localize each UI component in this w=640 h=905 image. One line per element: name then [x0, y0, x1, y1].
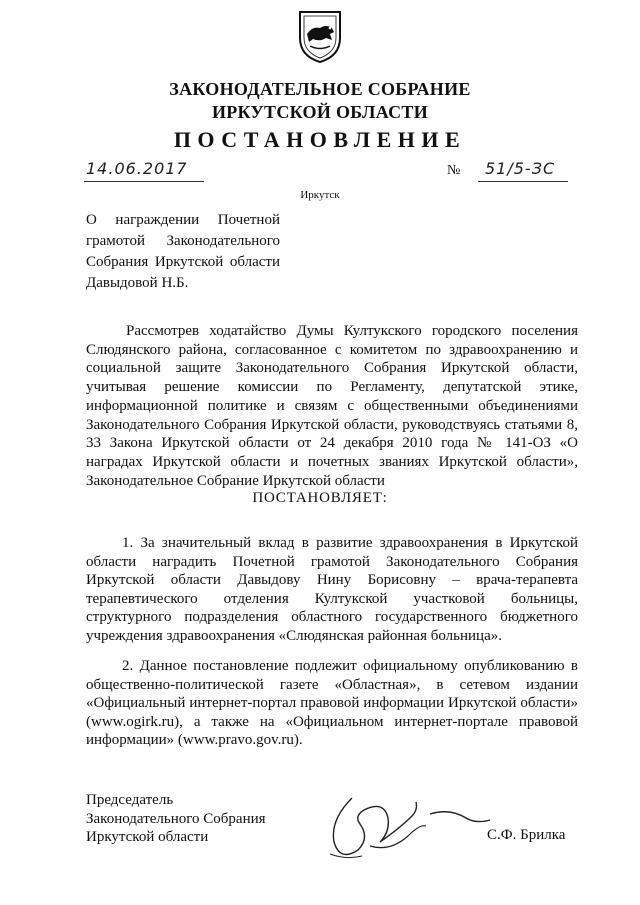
coat-of-arms-icon: [296, 8, 344, 64]
resolution-item-1: [86, 534, 578, 645]
signatory-title-line: Иркутской области: [86, 829, 209, 845]
decree-heading: ПОСТАНОВЛЯЕТ:: [252, 490, 388, 506]
number-label: №: [447, 163, 461, 178]
subject-line: Собрания Иркутской области: [86, 254, 280, 270]
signatory-title-line: Председатель: [86, 792, 174, 808]
resolution-item-text: 1. За значительный вклад в развитие здравоохранения в Иркутской области наградить Почетной грамотой Законодательного Собрания Иркутской области Давыдову Нину Борисовну – врача-терапевта терапевтического отделения Култукской участковой больницы, структурного подразделения областного государственного бюджетного учреждения здравоохранения «Слюдянская районная больница».: [86, 535, 578, 644]
signatory-title: [86, 791, 266, 847]
city-label: Иркутск: [300, 189, 340, 201]
resolution-item-2: [86, 657, 578, 750]
subject-line: О награждении Почетной: [86, 212, 280, 228]
org-title-line2: ИРКУТСКОЙ ОБЛАСТИ: [211, 102, 429, 122]
preamble-text: Рассмотрев ходатайство Думы Култукского городского поселения Слюдянского района, согласованное с комитетом по здравоохранению и социальной защите Законодательного Собрания Иркутской области, учитывая решение комиссии по Регламенту, депутатской этике, информационной политике и связям с общественными объединениями Законодательного Собрания Иркутской области, руководствуясь статьями 8, 33 Закона Иркутской области от 24 декабря 2010 года № 141-ОЗ «О наградах Иркутской области и почетных званиях Иркутской области», Законодательное Собрание Иркутской области: [86, 323, 578, 489]
signatory-name: С.Ф. Брилка: [487, 827, 566, 843]
handwritten-signature: [300, 780, 500, 880]
document-date: 14.06.2017: [86, 159, 188, 178]
document-subject: [86, 210, 280, 294]
subject-line: Давыдовой Н.Б.: [86, 275, 189, 291]
number-underline: [478, 181, 568, 182]
document-type-title: ПОСТАНОВЛЕНИЕ: [173, 127, 467, 152]
document-number: 51/5-ЗС: [485, 159, 556, 178]
subject-line: грамотой Законодательного: [86, 233, 280, 249]
preamble: [86, 322, 578, 490]
signatory-title-line: Законодательного Собрания: [86, 810, 266, 827]
date-underline: [84, 181, 204, 182]
resolution-item-text: 2. Данное постановление подлежит официальному опубликованию в общественно-политической газете «Областная», в сетевом издании «Официальный интернет-портал правовой информации Иркутской области» (www.ogirk.ru), а также на «Официальном интернет-портале правовой информации» (www.pravo.gov.ru).: [86, 658, 578, 748]
org-title-line1: ЗАКОНОДАТЕЛЬНОЕ СОБРАНИЕ: [169, 79, 471, 99]
